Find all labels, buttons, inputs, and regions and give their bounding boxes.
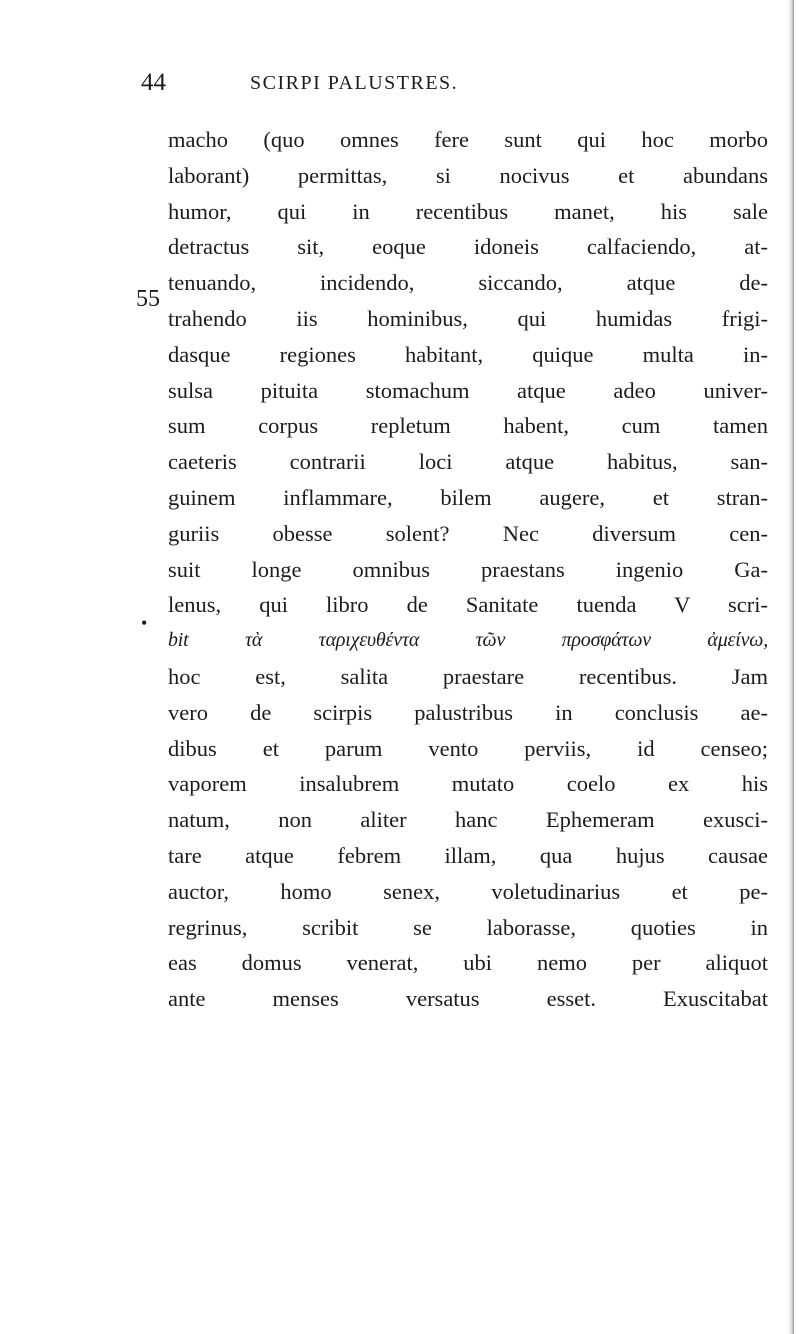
text-line: sulsa pituita stomachum atque adeo univer- [168, 377, 768, 403]
text-line: caeteris contrarii loci atque habitus, san- [168, 449, 768, 475]
text-line: lenus, qui libro de Sanitate tuenda V scri- [168, 592, 768, 618]
text-line: regrinus, scribit se laborasse, quoties in [168, 914, 768, 940]
text-line: macho (quo omnes fere sunt qui hoc morbo [168, 127, 768, 152]
page-edge-shadow [788, 0, 794, 1334]
text-line: laborant) permittas, si nocivus et abundans [168, 162, 768, 188]
text-line: suit longe omnibus praestans ingenio Ga- [168, 556, 768, 582]
margin-mark: • [141, 613, 148, 633]
text-line: tenuando, incidendo, siccando, atque de- [168, 270, 768, 296]
text-line: guinem inflammare, bilem augere, et stran- [168, 484, 768, 510]
page-number: 44 [141, 69, 166, 96]
text-line: tare atque febrem illam, qua hujus causae [168, 842, 768, 868]
text-line: vero de scirpis palustribus in conclusis ae- [168, 699, 768, 725]
text-line: trahendo iis hominibus, qui humidas frigi- [168, 305, 768, 331]
text-line: dasque regiones habitant, quique multa in- [168, 341, 768, 367]
text-line: natum, non aliter hanc Ephemeram exusci- [168, 807, 768, 833]
text-line: hoc est, salita praestare recentibus. Jam [168, 663, 768, 689]
running-head: SCIRPI PALUSTRES. [250, 72, 459, 94]
text-line: ante menses versatus esset. Exuscitabat [168, 986, 768, 1012]
text-line: eas domus venerat, ubi nemo per aliquot [168, 950, 768, 976]
greek-text-line: bit τὰ ταριχευθέντα τῶν προσφάτων ἀμείνω, [168, 629, 768, 652]
text-line: auctor, homo senex, voletudinarius et pe- [168, 878, 768, 904]
text-line: detractus sit, eoque idoneis calfaciendo, at- [168, 234, 768, 260]
text-line: guriis obesse solent? Nec diversum cen- [168, 520, 768, 546]
text-line: sum corpus repletum habent, cum tamen [168, 413, 768, 439]
text-line: humor, qui in recentibus manet, his sale [168, 198, 768, 224]
body-text [168, 122, 768, 1017]
text-line: vaporem insalubrem mutato coelo ex his [168, 771, 768, 797]
text-line: dibus et parum vento perviis, id censeo; [168, 735, 768, 761]
margin-line-number: 55 [136, 286, 160, 312]
